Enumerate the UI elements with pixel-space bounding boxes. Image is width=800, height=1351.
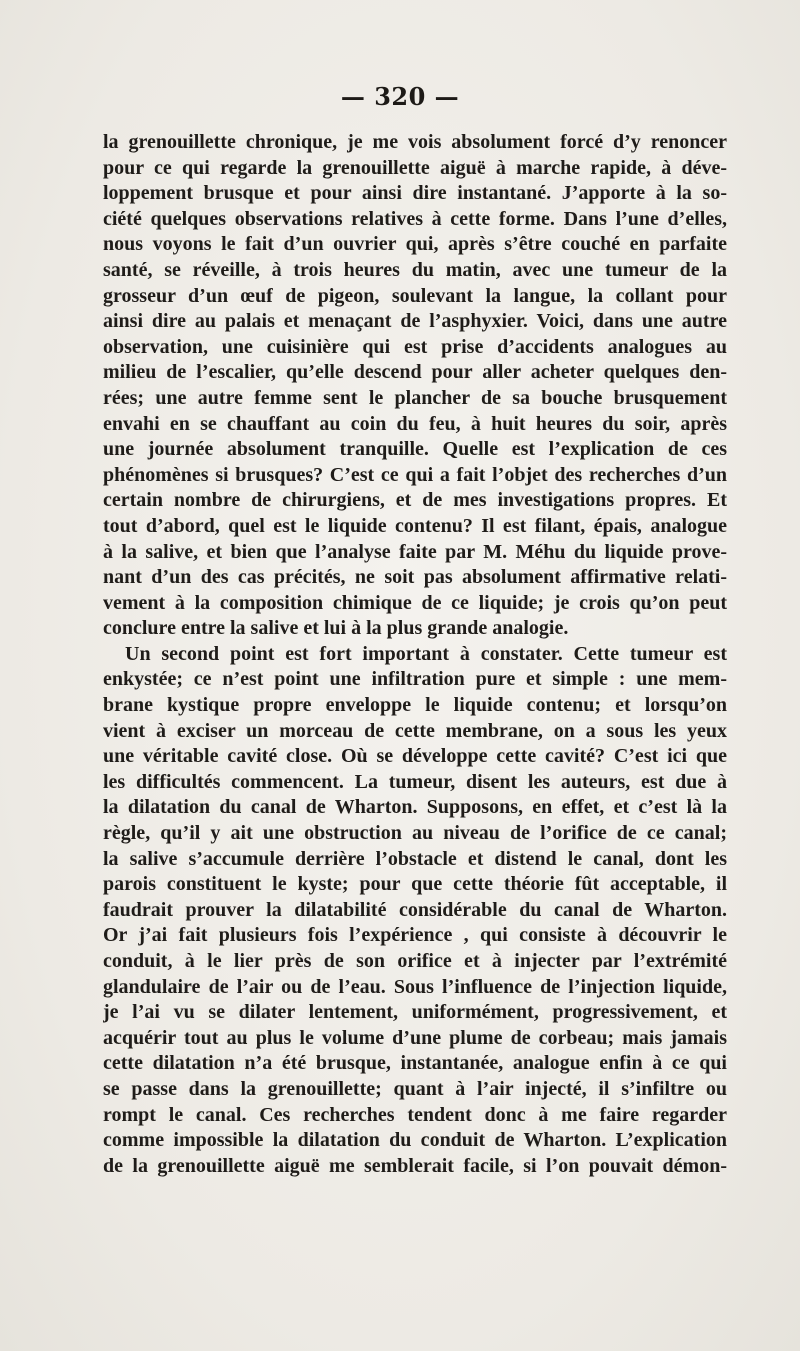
text-line: acquérir tout au plus le volume d’une plume de corbeau; mais jamais [103, 1026, 727, 1049]
text-line: envahi en se chauffant au coin du feu, à huit heures du soir, après [103, 412, 727, 435]
text-line: la grenouillette chronique, je me vois absolument forcé d’y renoncer [103, 131, 727, 153]
text-line: enkystée; ce n’est point une infiltration pure et simple : une mem- [103, 668, 727, 691]
page-number: — 320 — [340, 82, 460, 111]
text-line: pour ce qui regarde la grenouillette aiguë à marche rapide, à déve- [103, 156, 727, 179]
text-line: phénomènes si brusques? C’est ce qui a fait l’objet des recherches d’un [103, 463, 727, 486]
text-line: milieu de l’escalier, qu’elle descend pour aller acheter quelques den- [103, 361, 727, 384]
text-line: Or j’ai fait plusieurs fois l’expérience , qui consiste à découvrir le [103, 924, 727, 947]
body-text [103, 130, 727, 1179]
text-line: faudrait prouver la dilatabilité considérable du canal de Wharton. [103, 898, 727, 921]
text-line: nous voyons le fait d’un ouvrier qui, après s’être couché en parfaite [103, 233, 727, 256]
text-line: se passe dans la grenouillette; quant à l’air injecté, il s’infiltre ou [103, 1077, 727, 1100]
text-line: tout d’abord, quel est le liquide contenu? Il est filant, épais, analogue [103, 514, 727, 537]
text-line: ainsi dire au palais et menaçant de l’asphyxier. Voici, dans une autre [103, 310, 727, 333]
text-line: ciété quelques observations relatives à cette forme. Dans l’une d’elles, [103, 207, 727, 230]
paragraph-end-line: conclure entre la salive et lui à la plus grande analogie. [103, 617, 569, 640]
text-line: loppement brusque et pour ainsi dire instantané. J’apporte à la so- [103, 182, 727, 205]
text-line: grosseur d’un œuf de pigeon, soulevant la langue, la collant pour [103, 284, 727, 307]
text-line: rompt le canal. Ces recherches tendent donc à me faire regarder [103, 1103, 727, 1126]
text-line: je l’ai vu se dilater lentement, uniformément, progressivement, et [103, 1001, 727, 1024]
text-line: règle, qu’il y ait une obstruction au niveau de l’orifice de ce canal; [103, 822, 727, 845]
text-line: observation, une cuisinière qui est prise d’accidents analogues au [103, 335, 727, 358]
text-line: à la salive, et bien que l’analyse faite par M. Méhu du liquide prove- [103, 540, 727, 563]
text-line: de la grenouillette aiguë me semblerait facile, si l’on pouvait démon- [103, 1154, 727, 1177]
text-line: parois constituent le kyste; pour que cette théorie fût acceptable, il [103, 873, 727, 896]
text-line: comme impossible la dilatation du conduit de Wharton. L’explication [103, 1129, 727, 1152]
text-line: rées; une autre femme sent le plancher de sa bouche brusquement [103, 386, 727, 409]
text-line: une journée absolument tranquille. Quelle est l’explication de ces [103, 438, 727, 461]
text-line: vient à exciser un morceau de cette membrane, on a sous les yeux [103, 719, 727, 742]
text-line: la salive s’accumule derrière l’obstacle et distend le canal, dont les [103, 847, 727, 870]
text-line: cette dilatation n’a été brusque, instantanée, analogue enfin à ce qui [103, 1052, 727, 1075]
text-line: santé, se réveille, à trois heures du matin, avec une tumeur de la [103, 258, 727, 281]
text-line: brane kystique propre enveloppe le liquide contenu; et lorsqu’on [103, 694, 727, 717]
text-line: les difficultés commencent. La tumeur, disent les auteurs, est due à [103, 770, 727, 793]
text-line: une véritable cavité close. Où se développe cette cavité? C’est ici que [103, 745, 727, 768]
paragraph-start-line: Un second point est fort important à constater. Cette tumeur est [125, 642, 727, 665]
text-line: certain nombre de chirurgiens, et de mes investigations propres. Et [103, 489, 727, 512]
text-line: glandulaire de l’air ou de l’eau. Sous l’influence de l’injection liquide, [103, 975, 727, 998]
text-line: nant d’un des cas précités, ne soit pas absolument affirmative relati- [103, 566, 727, 589]
text-line: conduit, à le lier près de son orifice et à injecter par l’extrémité [103, 950, 727, 972]
text-line: vement à la composition chimique de ce liquide; je crois qu’on peut [103, 591, 727, 614]
text-line: la dilatation du canal de Wharton. Supposons, en effet, et c’est là la [103, 796, 727, 819]
